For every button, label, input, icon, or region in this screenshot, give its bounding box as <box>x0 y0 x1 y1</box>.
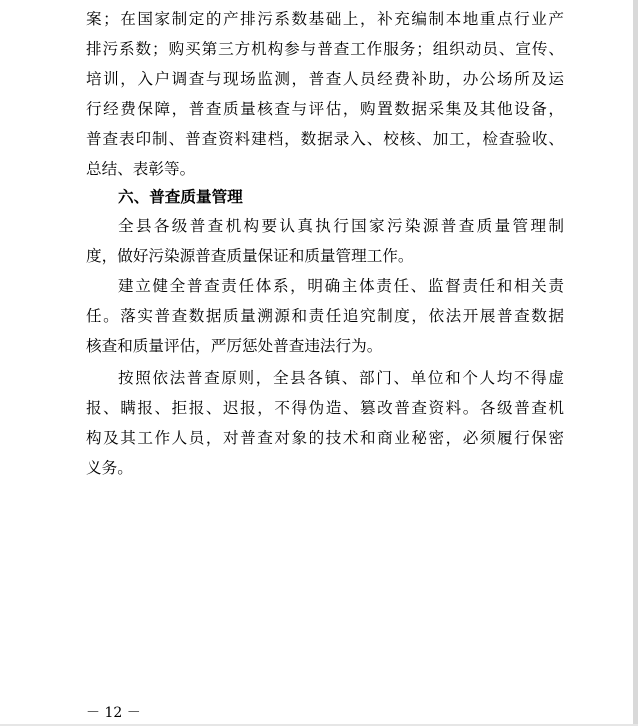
paragraph-1-line-2: 度，做好污染源普查质量保证和质量管理工作。 <box>86 247 414 265</box>
funding-paragraph-line-6: 总结、表彰等。 <box>86 160 196 178</box>
funding-paragraph-line-1: 案；在国家制定的产排污系数基础上，补充编制本地重点行业产 <box>86 10 564 28</box>
page-number: － 12 － <box>86 705 141 721</box>
paragraph-3-line-1: 按照依法普查原则，全县各镇、部门、单位和个人均不得虚 <box>118 369 564 387</box>
funding-paragraph-line-5: 普查表印制、普查资料建档，数据录入、校核、加工，检查验收、 <box>86 130 564 148</box>
paragraph-3-line-2: 报、瞒报、拒报、迟报，不得伪造、篡改普查资料。各级普查机 <box>86 399 564 417</box>
paragraph-2-line-3: 核查和质量评估，严厉惩处普查违法行为。 <box>86 337 383 355</box>
page-right-edge <box>633 0 638 726</box>
paragraph-2-line-2: 任。落实普查数据质量溯源和责任追究制度，依法开展普查数据 <box>86 307 564 325</box>
funding-paragraph-line-3: 培训，入户调查与现场监测，普查人员经费补助，办公场所及运 <box>86 70 564 88</box>
paragraph-3-line-4: 义务。 <box>86 459 133 477</box>
paragraph-2-line-1: 建立健全普查责任体系，明确主体责任、监督责任和相关责 <box>118 277 564 295</box>
section-heading: 六、普查质量管理 <box>118 188 243 206</box>
paragraph-1-line-1: 全县各级普查机构要认真执行国家污染源普查质量管理制 <box>118 217 564 235</box>
funding-paragraph-line-4: 行经费保障，普查质量核查与评估，购置数据采集及其他设备， <box>86 100 564 118</box>
paragraph-3-line-3: 构及其工作人员，对普查对象的技术和商业秘密，必须履行保密 <box>86 429 564 447</box>
funding-paragraph-line-2: 排污系数；购买第三方机构参与普查工作服务；组织动员、宣传、 <box>86 40 564 58</box>
